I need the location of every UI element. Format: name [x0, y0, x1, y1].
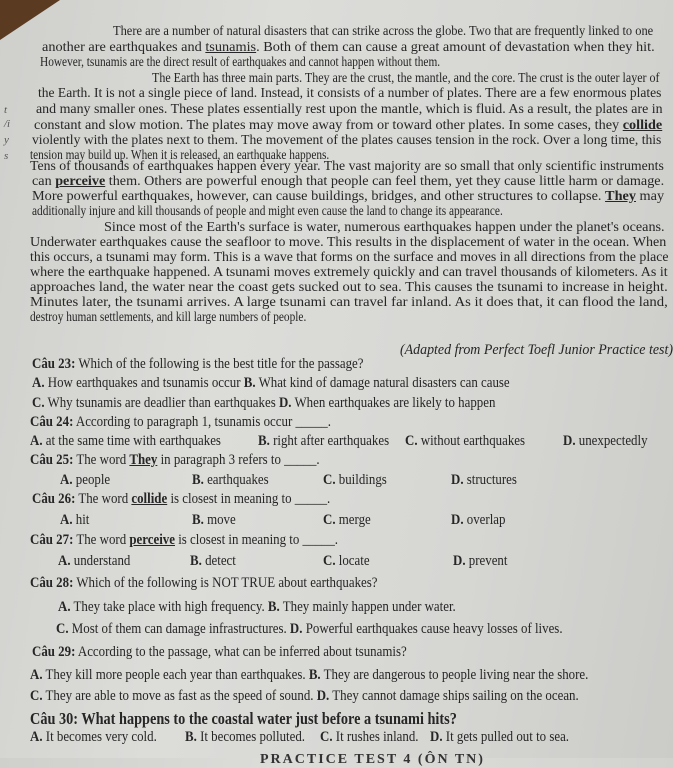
answer-option[interactable] — [30, 729, 157, 746]
option-letter: D. — [316, 688, 330, 704]
question-24-stem — [30, 414, 331, 431]
option-letter: A. — [30, 433, 43, 449]
option-letter: A. — [58, 599, 71, 615]
passage-text: approaches land, the water near the coast gets sucked out to sea. This causes the tsunami to increase in height. — [30, 280, 668, 295]
question-text: The word — [73, 452, 130, 468]
passage-line — [30, 265, 668, 281]
question-number: Câu 24: — [30, 414, 74, 430]
passage-text: and many smaller ones. These plates essentially rest upon the mantle, which is fluid. As a result, the plates are in — [36, 102, 663, 117]
passage-text: Since most of the Earth's surface is water, numerous earthquakes happen under the planet's oceans. — [104, 220, 665, 235]
passage-text: may — [635, 189, 665, 204]
passage-text: . Both of them can cause a great amount of devastation when they hit. — [256, 40, 655, 55]
question-26-stem — [32, 491, 330, 508]
option-text: They take place with high frequency. — [70, 599, 265, 615]
passage-text: another are earthquakes and — [42, 40, 206, 55]
option-letter: B. — [243, 375, 256, 391]
option-text: merge — [335, 512, 371, 528]
passage-line — [32, 204, 503, 220]
passage-line — [30, 280, 668, 296]
highlighted-word: perceive — [55, 174, 106, 189]
option-text: They mainly happen under water. — [279, 599, 456, 615]
question-text: is closest in meaning to _____. — [174, 532, 339, 548]
passage-text: this occurs, a tsunami may form. This is a wave that forms on the surface and moves in all directions from the place — [30, 250, 669, 265]
option-text: Powerful earthquakes cause heavy losses of lives. — [302, 621, 563, 637]
margin-mark: t — [4, 104, 8, 116]
passage-text: The Earth has three main parts. They are the crust, the mantle, and the core. The crust is the outer layer of — [152, 71, 660, 86]
passage-line — [36, 102, 663, 118]
passage-text: constant and slow motion. The plates may move away from or toward other plates. In some cases, they — [34, 118, 623, 133]
option-letter: C. — [30, 688, 43, 704]
option-text: They are able to move as fast as the speed of sound. — [42, 688, 314, 704]
passage-line — [38, 86, 661, 102]
option-letter: C. — [32, 395, 45, 411]
option-text: overlap — [463, 512, 506, 528]
passage-line — [30, 250, 669, 266]
question-29-stem — [32, 644, 407, 661]
answer-option[interactable] — [563, 433, 648, 450]
margin-mark: y — [4, 134, 9, 146]
passage-text: Minutes later, the tsunami arrives. A large tsunami can travel far inland. As it does that, it can flood the land, — [30, 295, 668, 310]
question-text: in paragraph 3 refers to _____. — [157, 452, 320, 468]
option-text: How earthquakes and tsunamis occur — [44, 375, 241, 391]
answer-option[interactable] — [323, 472, 387, 489]
passage-line — [34, 118, 662, 134]
answer-option[interactable] — [192, 512, 236, 529]
option-letter: C. — [405, 433, 418, 449]
option-letter: A. — [60, 472, 73, 488]
passage-line — [104, 220, 665, 236]
highlighted-word: collide — [622, 118, 663, 133]
passage-line — [32, 189, 664, 205]
table-surface — [0, 0, 60, 40]
option-letter: C. — [323, 512, 336, 528]
option-text: It gets pulled out to sea. — [442, 729, 570, 745]
question-text: The word — [75, 491, 132, 507]
option-text: people — [72, 472, 111, 488]
passage-line — [30, 235, 666, 251]
answer-option[interactable] — [60, 512, 89, 529]
answer-option[interactable] — [451, 472, 517, 489]
highlighted-word: tsunamis — [205, 40, 257, 55]
option-letter: B. — [185, 729, 197, 745]
answer-option[interactable] — [190, 553, 236, 570]
answer-option[interactable] — [320, 729, 419, 746]
passage-text: However, tsunamis are the direct result of earthquakes and cannot happen without them. — [40, 55, 441, 70]
question-number: Câu 25: — [30, 452, 74, 468]
answer-option[interactable] — [32, 395, 495, 412]
option-text: understand — [70, 553, 131, 569]
question-number: Câu 29: — [32, 644, 76, 660]
option-letter: C. — [56, 621, 69, 637]
option-text: They are dangerous to people living near the shore. — [320, 667, 589, 683]
option-text: Most of them can damage infrastructures. — [68, 621, 287, 637]
option-text: It becomes polluted. — [196, 729, 306, 745]
answer-option[interactable] — [258, 433, 389, 450]
option-letter: C. — [323, 472, 336, 488]
question-number: Câu 23: — [32, 356, 76, 372]
option-letter: A. — [58, 553, 71, 569]
passage-line — [152, 71, 660, 87]
option-text: detect — [201, 553, 236, 569]
passage-text: where the earthquake happened. A tsunami moves extremely quickly and can travel thousands of kilometers. As it — [30, 265, 668, 280]
question-number: Câu 30: — [30, 709, 79, 728]
option-letter: A. — [30, 667, 43, 683]
question-text: What happens to the coastal water just before a tsunami hits? — [78, 709, 457, 728]
option-letter: C. — [323, 553, 336, 569]
question-number: Câu 26: — [32, 491, 76, 507]
answer-option[interactable] — [58, 553, 130, 570]
passage-text: More powerful earthquakes, however, can cause buildings, bridges, and other structures to collapse. — [32, 189, 606, 204]
question-23-stem — [32, 356, 364, 373]
option-letter: D. — [563, 433, 576, 449]
question-text: According to paragraph 1, tsunamis occur _____. — [73, 414, 331, 430]
highlighted-word: They — [129, 452, 158, 468]
next-section-heading: PRACTICE TEST 4 (ÔN TN) — [260, 752, 485, 767]
question-27-stem — [30, 532, 338, 549]
option-text: hit — [72, 512, 90, 528]
option-letter: B. — [190, 553, 202, 569]
highlighted-word: They — [605, 189, 636, 204]
option-text: buildings — [335, 472, 387, 488]
option-letter: D. — [278, 395, 292, 411]
option-text: right after earthquakes — [269, 433, 390, 449]
passage-text: violently with the plates next to them. The movement of the plates causes tension in the rock. Over a long time, this — [32, 133, 662, 148]
option-text: without earthquakes — [417, 433, 526, 449]
option-letter: C. — [320, 729, 333, 745]
option-letter: B. — [192, 512, 204, 528]
passage-text: Underwater earthquakes cause the seafloor to move. This results in the displacement of water in the ocean. When — [30, 235, 667, 250]
option-letter: B. — [258, 433, 270, 449]
option-text: When earthquakes are likely to happen — [291, 395, 496, 411]
passage-line — [30, 295, 668, 311]
option-text: at the same time with earthquakes — [42, 433, 221, 449]
passage-line — [42, 40, 655, 56]
question-text: is closest in meaning to _____. — [167, 491, 331, 507]
option-letter: D. — [451, 472, 464, 488]
option-letter: B. — [308, 667, 321, 683]
question-25-stem — [30, 452, 320, 469]
passage-line — [40, 55, 440, 71]
highlighted-word: perceive — [129, 532, 175, 548]
passage-text: destroy human settlements, and kill large numbers of people. — [30, 310, 307, 325]
answer-option[interactable] — [451, 512, 505, 529]
option-text: earthquakes — [203, 472, 269, 488]
passage-text: Tens of thousands of earthquakes happen every year. The vast majority are so small that only scientific instruments — [30, 159, 664, 174]
passage-text: can — [32, 174, 56, 189]
option-text: It becomes very cold. — [42, 729, 157, 745]
option-text: prevent — [465, 553, 508, 569]
answer-option[interactable] — [56, 621, 563, 638]
question-text: Which of the following is the best title for the passage? — [75, 356, 364, 372]
question-number: Câu 27: — [30, 532, 74, 548]
source-citation: (Adapted from Perfect Toefl Junior Practice test) — [400, 342, 673, 358]
answer-option[interactable] — [60, 472, 110, 489]
answer-option[interactable] — [30, 433, 221, 450]
answer-option[interactable] — [58, 599, 456, 616]
option-text: structures — [463, 472, 517, 488]
option-text: locate — [335, 553, 370, 569]
answer-option[interactable] — [185, 729, 305, 746]
answer-option[interactable] — [30, 688, 579, 705]
option-text: Why tsunamis are deadlier than earthquakes — [44, 395, 276, 411]
option-text: move — [203, 512, 236, 528]
option-letter: D. — [289, 621, 303, 637]
question-text: Which of the following is NOT TRUE about earthquakes? — [73, 575, 378, 591]
option-text: What kind of damage natural disasters can cause — [255, 375, 510, 391]
margin-mark: s — [4, 150, 9, 162]
passage-line — [113, 24, 653, 40]
question-text: The word — [73, 532, 130, 548]
passage-line — [32, 174, 664, 190]
option-letter: D. — [430, 729, 443, 745]
option-letter: A. — [32, 375, 45, 391]
answer-option[interactable] — [323, 512, 371, 529]
option-letter: B. — [192, 472, 204, 488]
option-text: unexpectedly — [575, 433, 648, 449]
passage-line — [30, 159, 664, 175]
answer-option[interactable] — [453, 553, 507, 570]
passage-text: them. Others are powerful enough that people can feel them, yet they cause little harm or damage. — [105, 174, 665, 189]
question-28-stem — [30, 575, 378, 592]
passage-line — [32, 133, 661, 149]
highlighted-word: collide — [131, 491, 168, 507]
option-letter: A. — [60, 512, 73, 528]
question-text: According to the passage, what can be inferred about tsunamis? — [75, 644, 407, 660]
answer-option[interactable] — [30, 667, 588, 684]
option-letter: D. — [451, 512, 464, 528]
passage-text: additionally injure and kill thousands of people and might even cause the land to change its appearance. — [32, 204, 503, 219]
option-letter: A. — [30, 729, 43, 745]
answer-option[interactable] — [405, 433, 525, 450]
passage-text: tension may build up. When it is released, an earthquake happens. — [30, 148, 330, 163]
passage-line — [30, 310, 306, 326]
answer-option[interactable] — [32, 375, 510, 392]
answer-option[interactable] — [192, 472, 269, 489]
question-number: Câu 28: — [30, 575, 74, 591]
question-30-stem — [30, 710, 457, 727]
option-letter: B. — [267, 599, 280, 615]
option-letter: D. — [453, 553, 466, 569]
margin-mark: /i — [4, 118, 11, 130]
passage-text: There are a number of natural disasters that can strike across the globe. Two that are frequently linked to one — [113, 24, 654, 39]
option-text: It rushes inland. — [332, 729, 419, 745]
answer-option[interactable] — [323, 553, 370, 570]
passage-text: the Earth. It is not a single piece of land. Instead, it consists of a number of plates. There are a few enormous plates — [38, 86, 662, 101]
option-text: They kill more people each year than earthquakes. — [42, 667, 306, 683]
answer-option[interactable] — [430, 729, 569, 746]
option-text: They cannot damage ships sailing on the ocean. — [329, 688, 579, 704]
